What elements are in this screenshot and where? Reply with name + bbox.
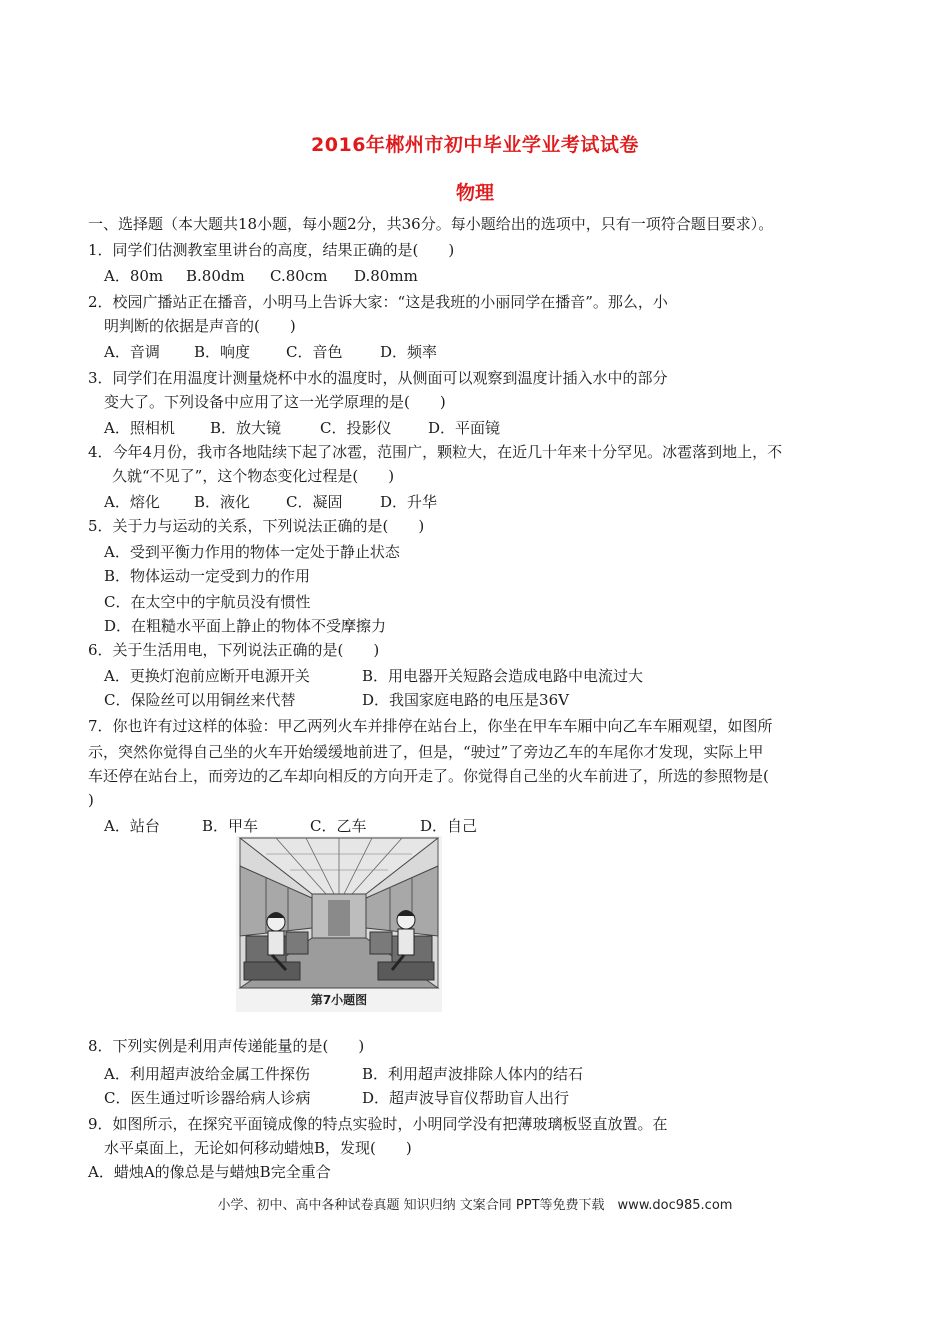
- question-1-option-c: C.80cm: [270, 267, 328, 285]
- question-1-option-b: B.80dm: [186, 267, 245, 285]
- question-3-option-d: D．平面镜: [428, 419, 501, 437]
- question-3-line-1: 3．同学们在用温度计测量烧杯中水的温度时，从侧面可以观察到温度计插入水中的部分: [88, 369, 668, 387]
- exam-title: 2016年郴州市初中毕业学业考试试卷: [311, 134, 639, 156]
- question-4-option-b: B．液化: [194, 493, 251, 511]
- question-2-option-c: C．音色: [286, 343, 343, 361]
- question-5-option-a: A．受到平衡力作用的物体一定处于静止状态: [104, 543, 400, 561]
- question-3-line-2: 变大了。下列设备中应用了这一光学原理的是( ): [104, 393, 446, 411]
- question-6-line-1: 6．关于生活用电，下列说法正确的是( ): [88, 641, 380, 659]
- question-5-option-d: D．在粗糙水平面上静止的物体不受摩擦力: [104, 617, 387, 635]
- question-2-line-2: 明判断的依据是声音的( ): [104, 317, 296, 335]
- question-9-line-2: 水平桌面上，无论如何移动蜡烛B，发现( ): [104, 1139, 412, 1157]
- question-7-option-a: A．站台: [104, 817, 160, 835]
- question-9-option-a: A．蜡烛A的像总是与蜡烛B完全重合: [88, 1163, 331, 1181]
- question-6-option-c: C．保险丝可以用铜丝来代替: [104, 691, 296, 709]
- question-8-option-d: D．超声波导盲仪帮助盲人出行: [362, 1089, 570, 1107]
- section-heading: 一、选择题（本大题共18小题，每小题2分，共36分。每小题给出的选项中，只有一项符合题目要求）。: [88, 215, 774, 233]
- question-7-line-4: ): [88, 791, 94, 809]
- question-4-line-2: 久就“不见了”，这个物态变化过程是( ): [112, 467, 395, 485]
- question-5-option-b: B．物体运动一定受到力的作用: [104, 567, 311, 585]
- train-interior-illustration: [236, 836, 442, 1012]
- question-5-option-c: C．在太空中的宇航员没有惯性: [104, 593, 311, 611]
- question-7-line-3: 车还停在站台上，而旁边的乙车却向相反的方向开走了。你觉得自己坐的火车前进了，所选的参照物是(: [88, 767, 769, 785]
- question-6-option-b: B．用电器开关短路会造成电路中电流过大: [362, 667, 644, 685]
- question-3-option-a: A．照相机: [104, 419, 175, 437]
- question-3-option-b: B．放大镜: [210, 419, 282, 437]
- question-8-line-1: 8．下列实例是利用声传递能量的是( ): [88, 1037, 365, 1055]
- question-4-option-c: C．凝固: [286, 493, 343, 511]
- question-7-option-b: B．甲车: [202, 817, 259, 835]
- question-1-option-a: A．80m: [104, 267, 164, 285]
- question-2-option-b: B．响度: [194, 343, 251, 361]
- question-7-option-d: D．自己: [420, 817, 478, 835]
- question-7-line-1: 7．你也许有过这样的体验：甲乙两列火车并排停在站台上，你坐在甲车车厢中向乙车车厢观望，如图所: [88, 717, 773, 735]
- question-2-line-1: 2．校园广播站正在播音，小明马上告诉大家：“这是我班的小丽同学在播音”。那么，小: [88, 293, 668, 311]
- question-8-option-c: C．医生通过听诊器给病人诊病: [104, 1089, 311, 1107]
- question-7-option-c: C．乙车: [310, 817, 367, 835]
- subject-title: 物理: [455, 182, 494, 204]
- question-4-line-1: 4．今年4月份，我市各地陆续下起了冰雹，范围广，颗粒大，在近几十年来十分罕见。冰雹落到地上，不: [88, 443, 783, 461]
- figure-caption: 第7小题图: [310, 993, 368, 1007]
- question-4-option-d: D．升华: [380, 493, 438, 511]
- question-1-line-1: 1．同学们估测教室里讲台的高度，结果正确的是( ): [88, 241, 455, 259]
- question-7-figure: [236, 836, 442, 1012]
- question-3-option-c: C．投影仪: [320, 419, 392, 437]
- question-6-option-d: D．我国家庭电路的电压是36V: [362, 691, 569, 709]
- question-8-option-a: A．利用超声波给金属工件探伤: [104, 1065, 310, 1083]
- question-2-option-d: D．频率: [380, 343, 438, 361]
- question-9-line-1: 9．如图所示，在探究平面镜成像的特点实验时，小明同学没有把薄玻璃板竖直放置。在: [88, 1115, 668, 1133]
- question-1-option-d: D.80mm: [354, 267, 418, 285]
- question-5-line-1: 5．关于力与运动的关系，下列说法正确的是( ): [88, 517, 425, 535]
- page-footer: 小学、初中、高中各种试卷真题 知识归纳 文案合同 PPT等免费下载 www.doc985.com: [217, 1198, 733, 1213]
- question-6-option-a: A．更换灯泡前应断开电源开关: [104, 667, 310, 685]
- question-2-option-a: A．音调: [104, 343, 160, 361]
- question-4-option-a: A．熔化: [104, 493, 160, 511]
- question-7-line-2: 示，突然你觉得自己坐的火车开始缓缓地前进了，但是，“驶过”了旁边乙车的车尾你才发现，实际上甲: [88, 743, 764, 761]
- question-8-option-b: B．利用超声波排除人体内的结石: [362, 1065, 584, 1083]
